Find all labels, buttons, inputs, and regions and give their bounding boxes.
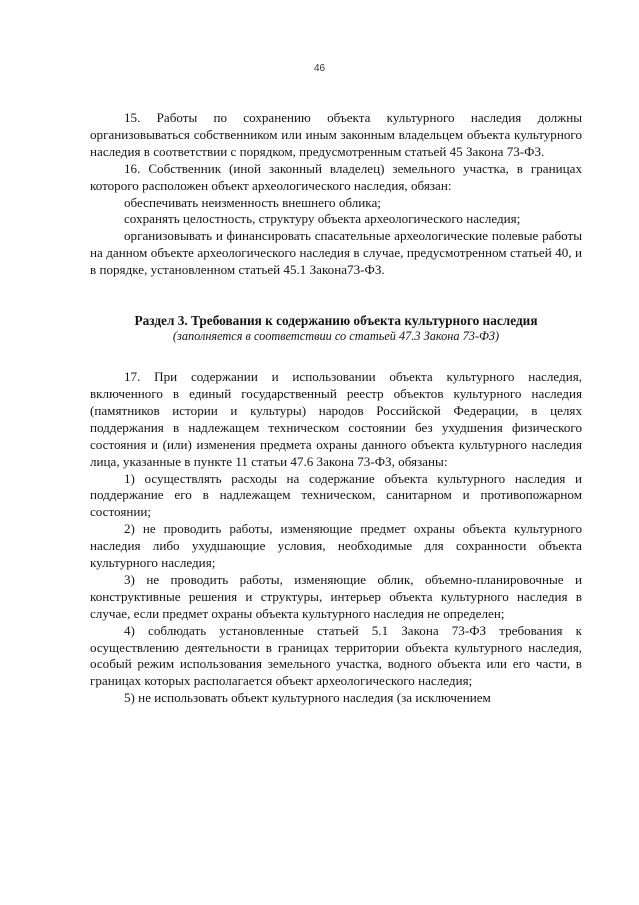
- paragraph-17: 17. При содержании и использовании объекта культурного наследия, включенного в единый государственный реестр объектов культурного наследия (памятников истории и культуры) народов Российской Федерации, в целях поддержания в надлежащем техническом состоянии без ухудшения физического состояния и (или) изменения предмета охраны данного объекта культурного наследия лица, указанные в пункте 11 статьи 47.6 Закона 73-ФЗ, обязаны:: [90, 369, 582, 469]
- paragraphs-bottom: [90, 369, 582, 707]
- paragraph-16-item-2: сохранять целостность, структуру объекта археологического наследия;: [124, 211, 521, 227]
- section-heading: Раздел 3. Требования к содержанию объекта культурного наследия: [134, 313, 538, 329]
- paragraph-17-item-5: 5) не использовать объект культурного наследия (за исключением: [124, 690, 491, 706]
- paragraphs-top: [90, 110, 582, 279]
- paragraph-16: 16. Собственник (иной законный владелец) земельного участка, в границах которого расположен объект археологического наследия, обязан:: [90, 160, 582, 193]
- paragraph-17-item-4: 4) соблюдать установленные статьей 5.1 Закона 73-ФЗ требования к осуществлению деятельности в границах территории объекта культурного наследия, особый режим использования земельного участка, водного объекта или его части, в границах которых располагается объект археологического наследия;: [90, 622, 582, 689]
- paragraph-17-item-1: 1) осуществлять расходы на содержание объекта культурного наследия и поддержание его в надлежащем техническом, санитарном и противопожарном состоянии;: [90, 470, 582, 520]
- paragraph-16-item-3: организовывать и финансировать спасательные археологические полевые работы на данном объекте археологического наследия в случае, предусмотренном статьей 40, и в порядке, установленном статьей 45.1 Закона73-ФЗ.: [90, 228, 582, 278]
- document-body: [90, 110, 582, 707]
- page-number: 46: [313, 63, 326, 74]
- section-subheading: (заполняется в соответствии со статьей 47.3 Закона 73-ФЗ): [172, 329, 500, 344]
- paragraph-15: 15. Работы по сохранению объекта культурного наследия должны организовываться собственником или иным законным владельцем объекта культурного наследия в соответствии с порядком, предусмотренным статьей 45 Закона 73-ФЗ.: [90, 110, 582, 159]
- paragraph-17-item-3: 3) не проводить работы, изменяющие облик, объемно-планировочные и конструктивные решения и структуры, интерьер объекта культурного наследия в случае, если предмет охраны объекта культурного наследия не определен;: [90, 571, 582, 621]
- paragraph-17-item-2: 2) не проводить работы, изменяющие предмет охраны объекта культурного наследия либо ухудшающие условия, необходимые для сохранности объекта культурного наследия;: [90, 521, 582, 571]
- paragraph-16-item-1: обеспечивать неизменность внешнего облика;: [124, 194, 381, 210]
